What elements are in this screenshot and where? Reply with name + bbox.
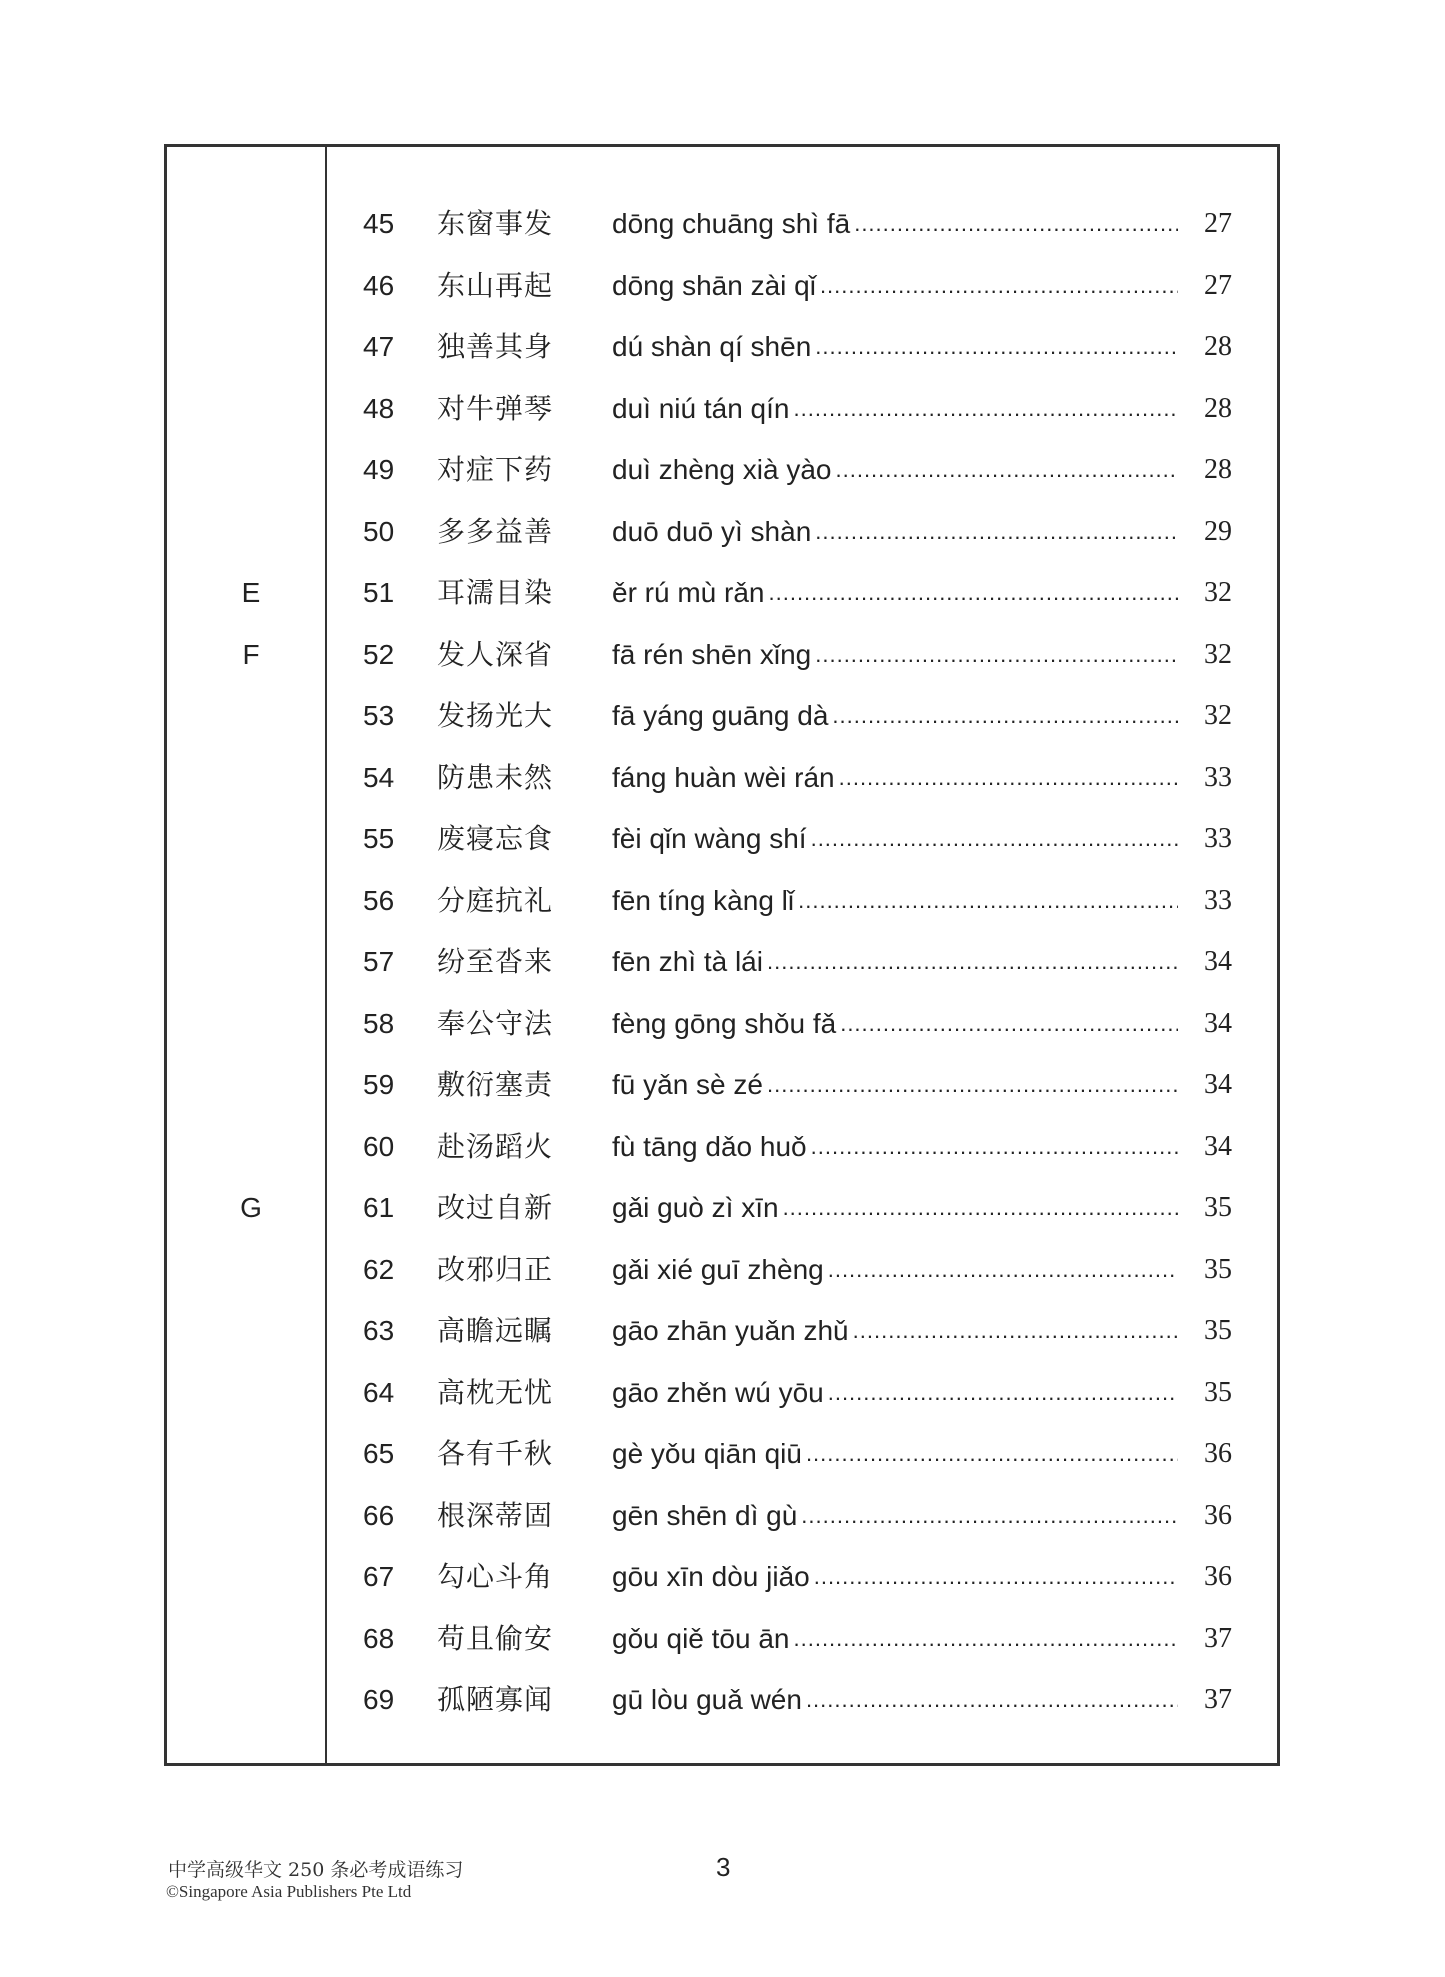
dot-leader — [806, 1424, 1178, 1484]
pinyin: fēn zhì tà lái — [612, 946, 763, 977]
pinyin-leader — [612, 256, 1178, 316]
pinyin: fēn tíng kàng lǐ — [612, 884, 795, 916]
entry-number: 50 — [363, 515, 395, 547]
idiom: 废寝忘食 — [437, 822, 554, 855]
idiom: 独善其身 — [437, 330, 554, 363]
pinyin: gēn shēn dì gù — [612, 1499, 798, 1531]
pinyin-leader — [612, 1117, 1178, 1177]
idiom: 纷至沓来 — [437, 945, 554, 978]
entry-number: 68 — [363, 1622, 395, 1654]
page-reference: 33 — [1204, 823, 1232, 854]
page-reference: 36 — [1204, 1499, 1232, 1531]
idiom: 发人深省 — [437, 637, 554, 671]
entry-number: 45 — [363, 208, 395, 239]
entry-number: 63 — [363, 1315, 395, 1346]
section-letter: E — [241, 577, 261, 608]
page-reference: 35 — [1204, 1253, 1232, 1285]
page-reference: 34 — [1204, 1130, 1232, 1162]
pinyin: gāo zhěn wú yōu — [612, 1376, 824, 1408]
idiom: 分庭抗礼 — [437, 883, 554, 917]
dot-leader — [767, 932, 1178, 992]
pinyin: dú shàn qí shēn — [612, 331, 812, 362]
entry-number: 49 — [363, 454, 395, 485]
page-reference: 33 — [1204, 884, 1232, 916]
page-reference: 28 — [1204, 454, 1232, 485]
dot-leader — [828, 1240, 1178, 1300]
index-row — [167, 809, 1277, 869]
pinyin-leader — [612, 994, 1178, 1054]
page-reference: 33 — [1204, 761, 1232, 793]
pinyin-leader — [612, 1178, 1178, 1238]
index-row — [167, 1055, 1277, 1115]
dot-leader — [820, 256, 1178, 316]
entry-number: 51 — [363, 577, 395, 608]
section-letter: F — [242, 638, 260, 670]
entry-number: 53 — [363, 700, 395, 731]
dot-leader — [840, 994, 1178, 1054]
page-reference: 37 — [1204, 1684, 1232, 1715]
pinyin: gǒu qiě tōu ān — [612, 1622, 790, 1654]
pinyin: gāo zhān yuǎn zhǔ — [612, 1315, 849, 1346]
index-row — [167, 1424, 1277, 1484]
pinyin-leader — [612, 379, 1178, 439]
page-reference: 28 — [1204, 392, 1232, 424]
pinyin-leader — [612, 1609, 1178, 1669]
pinyin-leader — [612, 1486, 1178, 1546]
dot-leader — [836, 440, 1179, 500]
pinyin: gǎi xié guī zhèng — [612, 1253, 824, 1285]
index-row — [167, 1363, 1277, 1423]
dot-leader — [815, 625, 1178, 685]
pinyin-leader — [612, 563, 1178, 623]
idiom: 敷衍塞责 — [437, 1068, 554, 1101]
pinyin: fā yáng guāng dà — [612, 700, 829, 731]
index-row — [167, 502, 1277, 562]
pinyin-leader — [612, 1301, 1178, 1361]
pinyin-leader — [612, 809, 1178, 869]
entry-number: 69 — [363, 1684, 395, 1715]
page-reference: 36 — [1204, 1438, 1232, 1469]
idiom: 根深蒂固 — [437, 1498, 554, 1532]
entry-number: 47 — [363, 331, 395, 362]
book-title: 中学高级华文 250 条必考成语练习 — [168, 1859, 464, 1881]
page-reference: 34 — [1204, 946, 1232, 977]
pinyin-leader — [612, 440, 1178, 500]
entry-number: 67 — [363, 1561, 395, 1592]
idiom: 苟且偷安 — [437, 1621, 554, 1655]
page-reference: 32 — [1204, 577, 1232, 608]
pinyin: gū lòu guǎ wén — [612, 1684, 802, 1715]
index-row — [167, 440, 1277, 500]
index-row — [167, 379, 1277, 439]
dot-leader — [853, 1301, 1178, 1361]
page-reference: 36 — [1204, 1561, 1232, 1592]
idiom: 奉公守法 — [437, 1006, 554, 1040]
index-row — [167, 871, 1277, 931]
index-row — [167, 563, 1277, 623]
pinyin: fèng gōng shǒu fǎ — [612, 1007, 837, 1039]
index-table — [164, 144, 1280, 1766]
pinyin: dōng chuāng shì fā — [612, 208, 851, 239]
index-row — [167, 625, 1277, 685]
dot-leader — [794, 1609, 1179, 1669]
entry-number: 54 — [363, 761, 395, 793]
index-row — [167, 932, 1277, 992]
pinyin: dōng shān zài qǐ — [612, 269, 816, 301]
entry-number: 57 — [363, 946, 395, 977]
index-row — [167, 317, 1277, 377]
pinyin: gǎi guò zì xīn — [612, 1192, 779, 1223]
entry-number: 65 — [363, 1438, 395, 1469]
pinyin-leader — [612, 1055, 1178, 1115]
page-reference: 32 — [1204, 700, 1232, 731]
pinyin-leader — [612, 1670, 1178, 1730]
pinyin-leader — [612, 932, 1178, 992]
index-row — [167, 1240, 1277, 1300]
idiom: 对症下药 — [437, 453, 554, 486]
idiom: 各有千秋 — [437, 1437, 554, 1470]
dot-leader — [769, 563, 1179, 623]
dot-leader — [814, 1547, 1178, 1607]
entry-number: 64 — [363, 1376, 395, 1408]
pinyin-leader — [612, 1547, 1178, 1607]
pinyin: fáng huàn wèi rán — [612, 761, 835, 793]
index-row — [167, 1670, 1277, 1730]
dot-leader — [815, 317, 1178, 377]
dot-leader — [828, 1363, 1178, 1423]
entry-number: 52 — [363, 638, 395, 670]
idiom: 东窗事发 — [437, 207, 554, 240]
entry-number: 60 — [363, 1130, 395, 1162]
idiom: 耳濡目染 — [437, 576, 554, 609]
pinyin: ěr rú mù rǎn — [612, 577, 765, 608]
entry-number: 62 — [363, 1253, 395, 1285]
idiom: 东山再起 — [437, 268, 554, 302]
idiom: 赴汤蹈火 — [437, 1129, 554, 1163]
page-reference: 27 — [1204, 208, 1232, 239]
page-reference: 28 — [1204, 331, 1232, 362]
dot-leader — [839, 748, 1178, 808]
pinyin: gè yǒu qiān qiū — [612, 1438, 802, 1469]
page-reference: 34 — [1204, 1007, 1232, 1039]
index-row — [167, 686, 1277, 746]
entry-number: 46 — [363, 269, 395, 301]
dot-leader — [767, 1055, 1178, 1115]
dot-leader — [806, 1670, 1178, 1730]
page-number: 3 — [716, 1852, 731, 1882]
pinyin-leader — [612, 1424, 1178, 1484]
idiom: 高枕无忧 — [437, 1375, 554, 1409]
pinyin-leader — [612, 502, 1178, 562]
entry-number: 56 — [363, 884, 395, 916]
index-row — [167, 748, 1277, 808]
pinyin: gōu xīn dòu jiǎo — [612, 1561, 810, 1592]
dot-leader — [793, 379, 1178, 439]
pinyin-leader — [612, 625, 1178, 685]
idiom: 发扬光大 — [437, 699, 554, 732]
dot-leader — [854, 194, 1178, 254]
page-reference: 27 — [1204, 269, 1232, 301]
idiom: 改邪归正 — [437, 1252, 554, 1286]
dot-leader — [811, 809, 1178, 869]
index-row — [167, 994, 1277, 1054]
pinyin-leader — [612, 317, 1178, 377]
page-reference: 35 — [1204, 1192, 1232, 1223]
entry-number: 48 — [363, 392, 395, 424]
pinyin-leader — [612, 1363, 1178, 1423]
pinyin-leader — [612, 1240, 1178, 1300]
pinyin: fū yǎn sè zé — [612, 1069, 763, 1100]
idiom: 勾心斗角 — [437, 1560, 554, 1593]
entry-number: 61 — [363, 1192, 395, 1223]
pinyin: duì zhèng xià yào — [612, 454, 832, 485]
entry-number: 58 — [363, 1007, 395, 1039]
dot-leader — [832, 686, 1178, 746]
idiom: 高瞻远瞩 — [437, 1314, 554, 1347]
page-reference: 34 — [1204, 1069, 1232, 1100]
pinyin: fā rén shēn xǐng — [612, 638, 812, 670]
idiom: 多多益善 — [437, 514, 554, 548]
entry-number: 55 — [363, 823, 395, 854]
index-row — [167, 1301, 1277, 1361]
page-reference: 32 — [1204, 638, 1232, 670]
entry-number: 59 — [363, 1069, 395, 1100]
index-row — [167, 1609, 1277, 1669]
idiom: 防患未然 — [437, 760, 554, 794]
pinyin-leader — [612, 686, 1178, 746]
index-row — [167, 1117, 1277, 1177]
pinyin-leader — [612, 748, 1178, 808]
pinyin-leader — [612, 194, 1178, 254]
idiom: 对牛弹琴 — [437, 391, 554, 425]
page-reference: 35 — [1204, 1315, 1232, 1346]
idiom: 孤陋寡闻 — [437, 1683, 554, 1716]
index-row — [167, 256, 1277, 316]
page-reference: 29 — [1204, 515, 1232, 547]
dot-leader — [783, 1178, 1178, 1238]
dot-leader — [801, 1486, 1178, 1546]
idiom: 改过自新 — [437, 1191, 554, 1224]
copyright: ©Singapore Asia Publishers Pte Ltd — [166, 1882, 412, 1901]
pinyin-leader — [612, 871, 1178, 931]
pinyin: fèi qǐn wàng shí — [612, 823, 807, 854]
pinyin: duì niú tán qín — [612, 392, 790, 424]
dot-leader — [815, 502, 1178, 562]
page-reference: 35 — [1204, 1376, 1232, 1408]
index-row — [167, 1547, 1277, 1607]
section-letter: G — [240, 1192, 262, 1223]
pinyin: duō duō yì shàn — [612, 515, 812, 547]
dot-leader — [798, 871, 1178, 931]
pinyin: fù tāng dǎo huǒ — [612, 1130, 807, 1162]
index-row — [167, 1178, 1277, 1238]
index-row — [167, 1486, 1277, 1546]
page-reference: 37 — [1204, 1622, 1232, 1654]
index-row — [167, 194, 1277, 254]
dot-leader — [811, 1117, 1178, 1177]
entry-number: 66 — [363, 1499, 395, 1531]
